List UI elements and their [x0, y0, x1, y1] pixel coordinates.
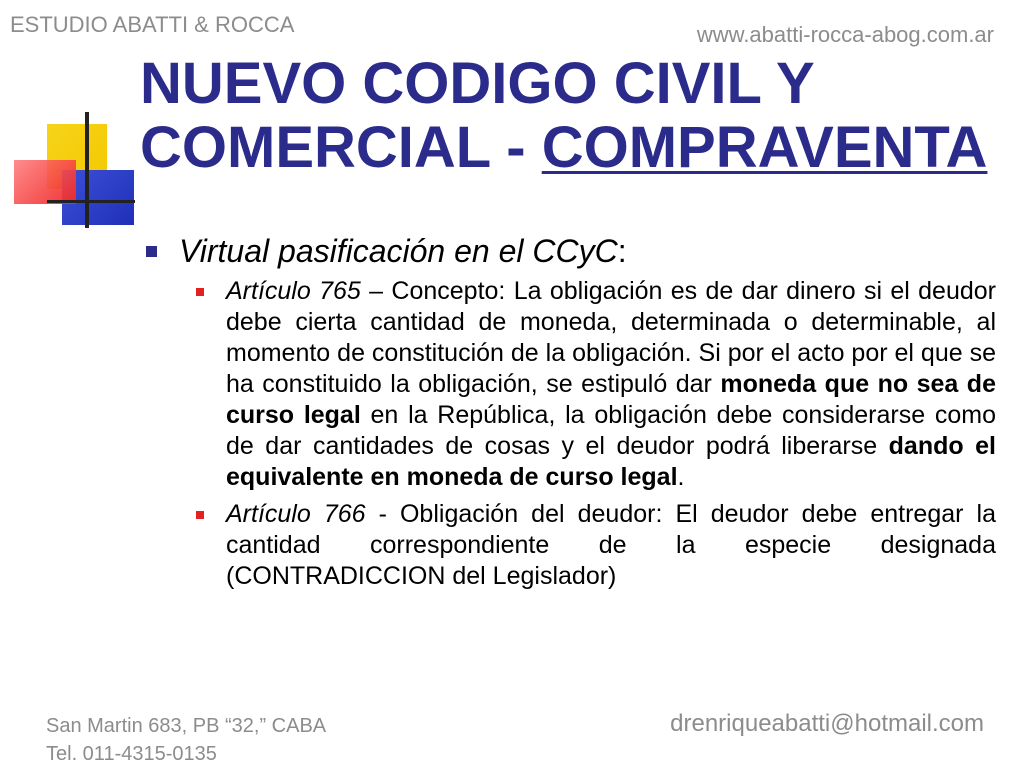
bullet1-colon: :: [617, 233, 627, 269]
article-766-text: [226, 499, 996, 592]
title-prefix: COMERCIAL -: [140, 115, 542, 180]
horizontal-line: [47, 200, 135, 203]
vertical-line: [85, 112, 89, 228]
article-765-body-1: Concepto: La obligación es de dar dinero si el deudor debe cierta cantidad de moneda, determinada o determinable, al momento de constitución de la obligación. Si por el acto por el que se ha constituido la obligación, se estipuló dar: [226, 277, 996, 398]
bullet-level1: [140, 232, 996, 270]
decorative-logo: [0, 0, 140, 240]
red-bullet-icon: [196, 511, 204, 519]
red-bullet-icon: [196, 288, 204, 296]
red-square: [14, 160, 76, 204]
article-765-dash: –: [360, 277, 392, 305]
title-line-1: NUEVO CODIGO CIVIL Y: [140, 51, 815, 116]
slide-title: [140, 52, 1010, 180]
article-765-bold-1: moneda que no sea de curso legal: [226, 370, 996, 429]
title-line-2: [140, 116, 1010, 180]
footer-address: San Martin 683, PB “32,” CABA: [46, 715, 327, 737]
article-765-bold-2: dando el equivalente en moneda de curso legal: [226, 432, 996, 491]
article-765-body-2: en la República, la obligación debe considerarse como de dar cantidades de cosas y el deudor podrá liberarse: [226, 401, 996, 460]
article-765-ref: Artículo 765: [226, 277, 361, 305]
slide-content: [140, 232, 996, 592]
article-765-text: [226, 276, 996, 493]
article-765-end: .: [677, 463, 685, 491]
title-underlined: COMPRAVENTA: [541, 115, 988, 180]
firm-name: ESTUDIO ABATTI & ROCCA: [10, 12, 295, 37]
square-bullet-icon: [146, 246, 157, 257]
footer-email: drenriqueabatti@hotmail.com: [670, 710, 984, 737]
bullet1-label: Virtual pasificación en el CCyC: [179, 233, 618, 269]
article-766-ref: Artículo 766: [226, 500, 366, 528]
article-766-body: - Obligación del deudor: El deudor debe entregar la cantidad correspondiente de la especie designada (CONTRADICCION del Legislador): [226, 500, 996, 590]
footer-phone: Tel. 011-4315-0135: [46, 743, 217, 765]
bullet-level1-text: [179, 232, 627, 270]
website-url: www.abatti-rocca-abog.com.ar: [696, 22, 994, 47]
article-765-item: [196, 276, 996, 493]
article-766-item: [196, 499, 996, 592]
footer-contact: [46, 712, 326, 768]
